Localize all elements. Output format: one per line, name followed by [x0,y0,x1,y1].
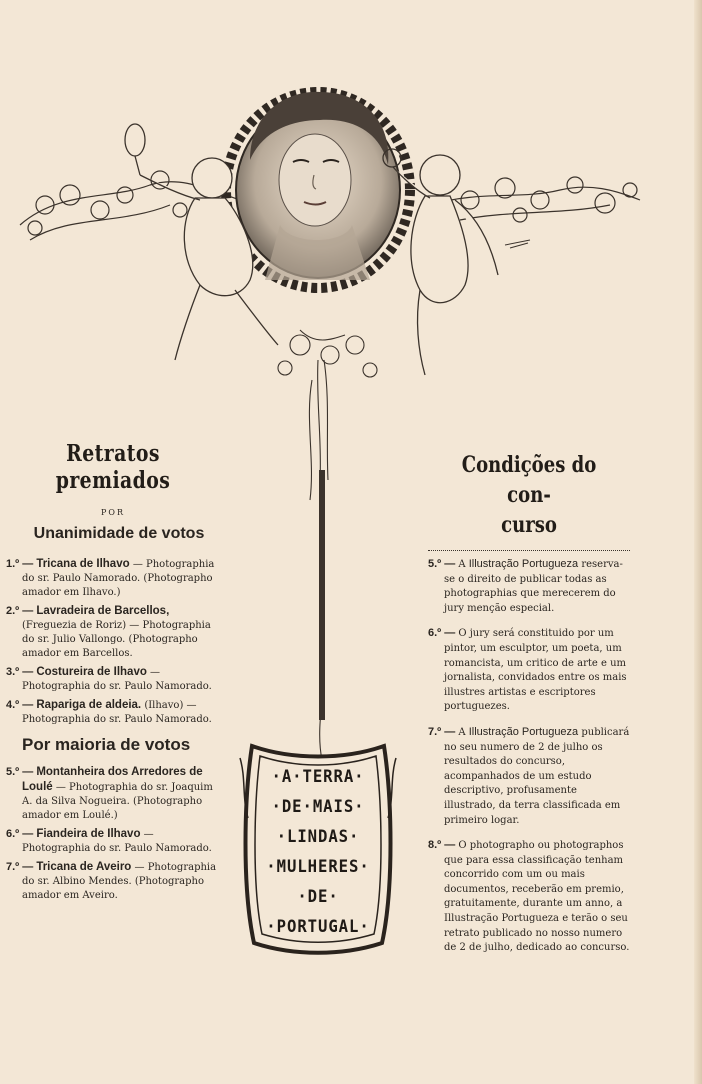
portrait-medallion [226,92,410,288]
plaque-text [259,762,377,942]
dotted-divider [428,550,630,551]
list-item: 5.º — Montanheira dos Arredores de Loulé — Photographia do sr. Joaquim A. da Silva Nogueira. (Photographo amador em Loulé.) [6,766,213,821]
list-item: 2.º — Lavradeira de Barcellos, (Freguezia de Roriz) — Photographia do sr. Julio Vallongo. (Photographo amador em Barcellos. [6,605,211,659]
plaque-line: ·DE· [297,887,339,907]
plaque-line: ·DE·MAIS· [271,797,365,817]
section-maioria: Por maioria de votos [22,735,191,754]
list-item: 6.º — O jury será constituido por um pintor, um esculptor, um poeta, um romancista, um critico de arte e um jornalista, convidados entre os mais illustres artistas e escriptores portuguezes. [428,627,627,713]
list-item: 4.º — Rapariga de aldeia. (Ilhavo) — Photographia do sr. Paulo Namorado. [6,699,212,725]
left-title: Retratos premiados [55,440,171,494]
plaque-line: ·A·TERRA· [271,767,365,787]
list-item: 8.º — O photographo ou photographos que para essa classificação tenham concorrido com um ou mais documentos, receberão em premio, gratuitamente, durante um anno, a Illustração Portugueza e terão o seu retrato publicado no nosso numero de 2 de julho, dedicado ao concurso. [428,839,630,954]
list-item: 5.º — A Illustração Portugueza reserva-se o direito de publicar todas as photographias que merecerem do jury menção especial. [428,558,623,614]
list-item: 1.º — Tricana de Ilhavo — Photographia do sr. Paulo Namorado. (Photographo amador em Ilhavo.) [6,558,215,598]
plaque-line: ·MULHERES· [266,857,370,877]
right-garland [430,177,640,248]
right-column [428,450,630,966]
left-cherub [125,124,278,360]
list-item: 6.º — Fiandeira de Ilhavo — Photographia do sr. Paulo Namorado. [6,828,212,854]
right-cherub [383,149,498,375]
plaque-line: ·LINDAS· [276,827,360,847]
section-unanimidade: Unanimidade de votos [33,525,205,542]
list-item: 7.º — A Illustração Portugueza publicará no seu numero de 2 de julho os resultados do concurso, acompanhados de um estudo descriptivo, profusamente illustrado, da terra classificada em primeiro logar. [428,725,630,826]
left-column [6,440,220,907]
list-item: 7.º — Tricana de Aveiro — Photographia do sr. Albino Mendes. (Photographo amador em Aveiro. [6,861,217,901]
right-title-line2: curso [501,512,557,538]
page-edge [694,0,702,1084]
right-title-line1: Condições do con- [461,452,597,508]
left-garland [20,171,240,240]
flower-stem [278,330,377,760]
por-label: POR [101,508,125,517]
plaque-line: ·PORTUGAL· [266,917,370,937]
list-item: 3.º — Costureira de Ilhavo — Photographia do sr. Paulo Namorado. [6,666,212,692]
